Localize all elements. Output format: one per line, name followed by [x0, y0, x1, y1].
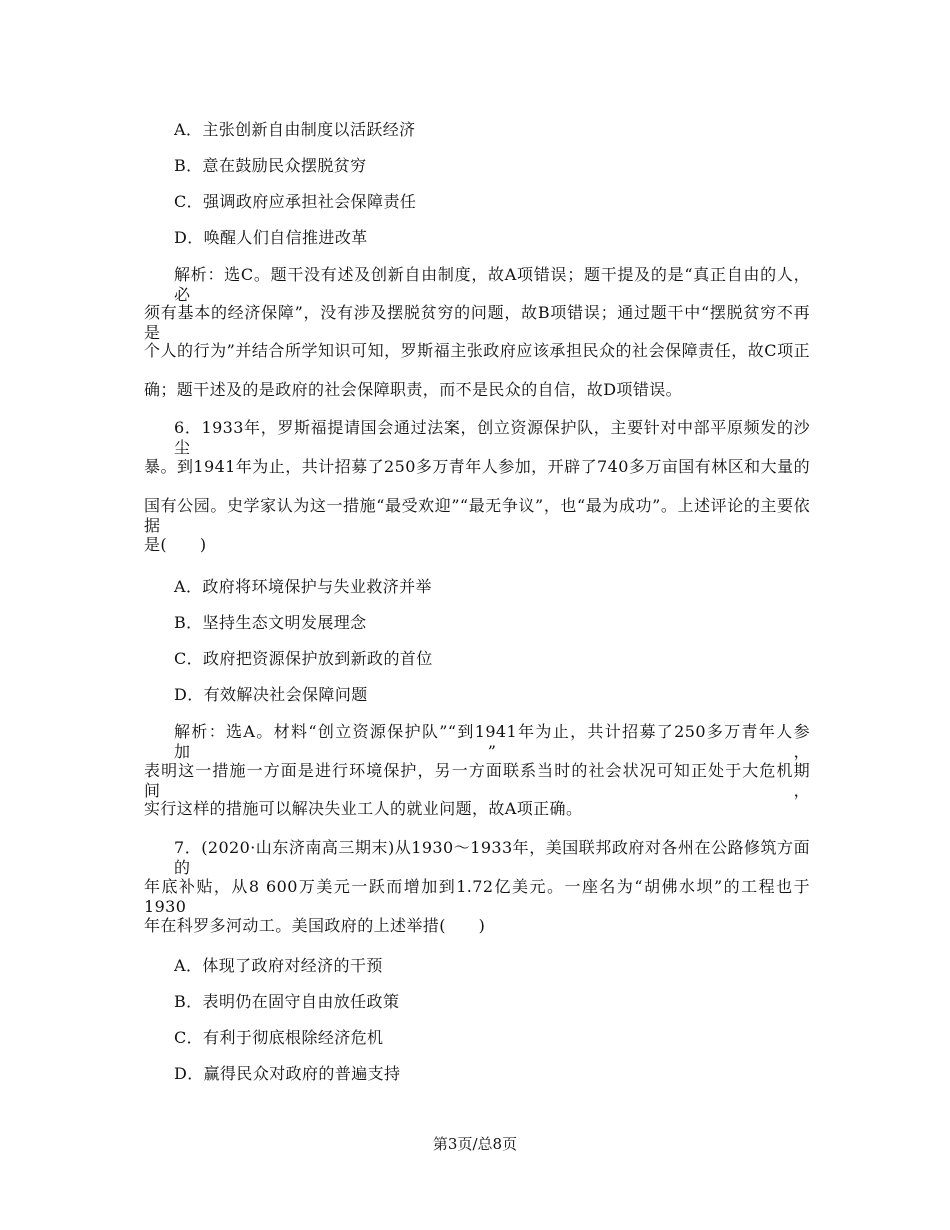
q7-stem-line-3: 年在科罗多河动工。美国政府的上述举措( )	[144, 916, 486, 935]
q6-analysis-line-2: 表明这一措施一方面是进行环境保护，另一方面联系当时的社会状况可知正处于大危机期间，	[144, 761, 810, 800]
q7-option-b: B．表明仍在固守自由放任政策	[174, 992, 400, 1011]
q5-option-c: C．强调政府应承担社会保障责任	[174, 192, 417, 211]
q6-option-b: B．坚持生态文明发展理念	[174, 613, 367, 632]
q5-option-d: D．唤醒人们自信推进改革	[174, 228, 368, 247]
q6-option-c: C．政府把资源保护放到新政的首位	[174, 649, 433, 668]
q6-option-a: A．政府将环境保护与失业救济并举	[174, 577, 432, 596]
q7-option-a: A．体现了政府对经济的干预	[174, 956, 383, 975]
q6-option-d: D．有效解决社会保障问题	[174, 685, 368, 704]
q5-analysis-line-3: 个人的行为”并结合所学知识可知，罗斯福主张政府应该承担民众的社会保障责任，故C项正	[144, 341, 810, 360]
q5-option-a: A．主张创新自由制度以活跃经济	[174, 120, 416, 139]
q6-stem-line-2: 暴。到1941年为止，共计招募了250多万青年人参加，开辟了740多万亩国有林区和大量的	[144, 457, 810, 476]
q7-option-d: D．赢得民众对政府的普遍支持	[174, 1064, 401, 1083]
page-number: 第3页/总8页	[432, 1135, 518, 1153]
q5-analysis-line-2: 须有基本的经济保障”，没有涉及摆脱贫穷的问题，故B项错误；通过题干中“摆脱贫穷不再是	[144, 303, 810, 342]
q5-analysis-line-4: 确；题干述及的是政府的社会保障职责，而不是民众的自信，故D项错误。	[144, 380, 683, 399]
q5-option-b: B．意在鼓励民众摆脱贫穷	[174, 156, 367, 175]
q7-option-c: C．有利于彻底根除经济危机	[174, 1028, 384, 1047]
q7-stem-line-2: 年底补贴，从8 600万美元一跃而增加到1.72亿美元。一座名为“胡佛水坝”的工程也于1930	[144, 877, 810, 916]
q6-stem-line-1: 6．1933年，罗斯福提请国会通过法案，创立资源保护队，主要针对中部平原频发的沙尘	[174, 418, 810, 457]
q6-analysis-line-1: 解析：选A。材料“创立资源保护队”“到1941年为止，共计招募了250多万青年人参加”，	[174, 722, 810, 761]
q6-stem-line-4: 是( )	[144, 535, 207, 554]
q6-stem-line-3: 国有公园。史学家认为这一措施“最受欢迎”“最无争议”，也“最为成功”。上述评论的主要依据	[144, 496, 810, 535]
q6-analysis-line-3: 实行这样的措施可以解决失业工人的就业问题，故A项正确。	[144, 799, 583, 818]
q5-analysis-line-1: 解析：选C。题干没有述及创新自由制度，故A项错误；题干提及的是“真正自由的人，必	[174, 265, 810, 304]
q7-stem-line-1: 7．(2020·山东济南高三期末)从1930～1933年，美国联邦政府对各州在公路修筑方面的	[174, 838, 810, 877]
